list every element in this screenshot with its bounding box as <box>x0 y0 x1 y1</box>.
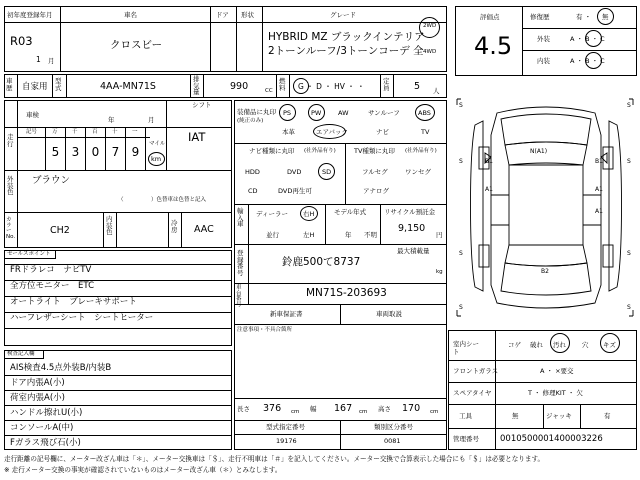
spare-value: T ・ 修理KIT ・ 欠 <box>528 389 583 397</box>
nav-item: CD <box>248 187 258 195</box>
damage-label: N(A1) <box>530 148 548 155</box>
interior-options: A ・ B ・ C <box>570 57 605 65</box>
grade-line2: 2トーンルーフ/3トーンコーデ 全 <box>268 45 424 57</box>
type-spec-label: 型式指定番号 <box>266 423 305 431</box>
first-reg-value: R03 <box>10 34 33 48</box>
tools-label: 工具 <box>459 412 472 420</box>
room-label: 室内シート <box>453 340 479 357</box>
inspector-label: 検査記入欄 <box>7 351 35 357</box>
name-value: クロスビー <box>110 39 163 51</box>
name-label: 車名 <box>124 11 137 19</box>
damage-label: B1 <box>485 158 493 165</box>
side-marker: S <box>459 158 463 165</box>
inspector-line: ハンドル擦れU(小) <box>10 408 83 418</box>
capacity-label: 定員 <box>383 77 390 92</box>
notes-label: 注意事項・不具合箇所 <box>237 327 293 333</box>
aircon-value: AAC <box>194 224 214 235</box>
length-label: 長さ <box>237 405 250 413</box>
tv-title: TV種類に丸印 <box>354 147 395 155</box>
nav-item: SD <box>322 168 332 176</box>
model-label: 型式 <box>55 77 62 92</box>
tv-item: アナログ <box>363 187 389 195</box>
inspector-line: コンソールA(中) <box>10 423 74 433</box>
inspection-label: 車検 <box>26 111 39 119</box>
max-load-unit: kg <box>436 269 443 275</box>
footnote: ※ 走行メーター交換の事実が確認されていないものはメーター改ざん車（＊）とみなします。 <box>4 466 282 474</box>
jack-value: 有 <box>604 412 611 420</box>
score-label: 評価点 <box>480 13 500 21</box>
inspection-month-label: 月 <box>148 116 155 124</box>
windshield-label: フロントガラス <box>453 367 499 375</box>
drive-4wd: 4WD <box>423 49 437 55</box>
color-value: ブラウン <box>32 175 71 186</box>
side-marker: S <box>627 158 631 165</box>
room-option: キズ <box>603 341 616 349</box>
tv-item: ワンセグ <box>405 168 431 176</box>
mileage-sub-label: 一 <box>132 129 138 135</box>
mgmt-label: 管理番号 <box>453 435 479 443</box>
grade-label: グレード <box>330 11 356 19</box>
plate-label: 車歴 <box>6 77 13 92</box>
width-unit: cm <box>359 409 368 415</box>
jack-label: ジャッキ <box>546 412 572 420</box>
mileage-digit: 5 <box>51 145 60 159</box>
equip-item: サンルーフ <box>368 109 400 117</box>
grade-line1: HYBRID MZ ブラックインテリア <box>268 31 425 43</box>
shift-label: シフト <box>192 101 212 109</box>
handle-right: 右H <box>303 210 315 218</box>
mileage-unit-km: km <box>151 155 162 163</box>
equip-item: PS <box>283 109 292 117</box>
mileage-digit: 7 <box>111 145 120 159</box>
category-value: 0081 <box>384 437 401 445</box>
mgmt-value: 0010500001400003226 <box>500 434 603 444</box>
footnote: 走行距離の記号欄に、メーター改ざん車は「＊」、メーター交換車は「＄」、走行不明車は「＃」を記入してください。メーター交換で合算表示した場合にも「＄」は必要となります。 <box>4 455 545 463</box>
fuel-label: 燃料 <box>279 77 286 92</box>
spare-label: スペアタイヤ <box>453 389 492 397</box>
color-no-value: CH2 <box>50 225 70 236</box>
mileage-sub-label: 十 <box>112 129 118 135</box>
damage-label: B2 <box>541 268 549 275</box>
fuel-options: G ・ D ・ HV ・ ・ <box>298 82 365 91</box>
side-marker: S <box>627 102 631 109</box>
width-label: 幅 <box>310 405 317 413</box>
chassis-label: 車台番号 <box>236 285 242 308</box>
mileage-sub-label: 千 <box>72 129 78 135</box>
tv-item: フルセグ <box>362 168 388 176</box>
repair-selected: 無 <box>602 13 609 21</box>
sales-point-line: オートライト ブレーキサポート <box>10 297 137 307</box>
import-label: 輸入車 <box>237 207 244 228</box>
type-spec-value: 19176 <box>276 437 297 445</box>
tv-sub: (社外品有り) <box>405 148 437 154</box>
equip-item: TV <box>421 128 430 136</box>
plate-value: 自家用 <box>22 82 48 92</box>
damage-label: B1 <box>595 158 603 165</box>
shape-label: 形状 <box>241 11 254 19</box>
inspector-line: AIS検査4.5点外装B/内装B <box>10 363 112 373</box>
first-reg-month: 1 <box>36 55 41 64</box>
height-unit: cm <box>430 409 439 415</box>
interior-selected-circle <box>585 52 602 69</box>
color-change-note: （ ）色替車は色替と記入 <box>118 197 207 203</box>
equipment-title: 装備品に丸印 <box>237 108 276 116</box>
drive-2wd: 2WD <box>423 23 437 29</box>
inspector-line: Fガラス飛び石(小) <box>10 438 81 448</box>
nav-title: ナビ種類に丸印 <box>249 147 295 155</box>
sales-point-label: セールスポイント <box>7 251 51 257</box>
damage-label: A1 <box>485 186 493 193</box>
exterior-options: A ・ B ・ C <box>570 35 605 43</box>
score-value: 4.5 <box>474 32 513 60</box>
door-label: ドア <box>216 11 229 19</box>
repair-label: 修復歴 <box>530 13 550 21</box>
mileage-sub-label: 百 <box>92 129 98 135</box>
model-year-unknown: 不明 <box>364 231 377 239</box>
aircon-label: 冷房 <box>171 219 178 234</box>
side-marker: S <box>459 102 463 109</box>
side-marker: S <box>459 250 463 257</box>
mileage-digit: 9 <box>131 145 140 159</box>
recycle-label: リサイクル預託金 <box>384 208 436 216</box>
sales-point-line: 全方位モニター ETC <box>10 281 95 291</box>
sales-point-line: FRドラレコ ナビTV <box>10 265 92 275</box>
sales-point-line: ハーフレザーシート シートヒーター <box>10 313 154 323</box>
equip-item: 本革 <box>282 128 295 136</box>
length-value: 376 <box>263 403 282 414</box>
room-option: 汚れ <box>553 341 566 349</box>
import-parallel: 並行 <box>266 231 279 239</box>
max-load-label: 最大積載量 <box>397 247 430 255</box>
side-marker: S <box>627 250 631 257</box>
shift-value: IAT <box>188 130 206 144</box>
warranty-label: 新車保証書 <box>270 310 303 318</box>
nav-item: HDD <box>245 168 260 176</box>
reg-no-label: 登録番号 <box>237 249 244 277</box>
first-reg-label: 初年度登録年月 <box>7 11 53 19</box>
displacement-label: 排気量 <box>193 75 200 96</box>
equip-item: ナビ <box>376 128 389 136</box>
equip-item: AW <box>338 109 349 117</box>
nav-item: DVD <box>287 168 302 176</box>
length-unit: cm <box>291 409 300 415</box>
mileage-sub-label: 万 <box>52 129 58 135</box>
height-label: 高さ <box>378 405 391 413</box>
room-option: 穴 <box>582 341 589 349</box>
model-value: 4AA-MN71S <box>100 81 156 92</box>
width-value: 167 <box>334 403 353 414</box>
side-marker: S <box>459 304 463 311</box>
inspection-year-label: 年 <box>108 116 115 124</box>
recycle-value: 9,150 <box>398 223 426 234</box>
mileage-digit: 3 <box>71 145 80 159</box>
damage-label: A1 <box>595 208 603 215</box>
room-option: 破れ <box>530 341 543 349</box>
inspector-line: 荷室内張A(小) <box>10 393 65 403</box>
color-no-label: カラーNo. <box>6 217 16 240</box>
capacity-value: 5 <box>414 81 421 92</box>
interior-color-label: 内装色 <box>106 215 113 236</box>
tools-value: 無 <box>512 412 519 420</box>
mileage-label: 走行 <box>7 133 14 148</box>
room-option: コゲ <box>508 341 521 349</box>
inspector-line: ドア内張A(小) <box>10 378 65 388</box>
side-marker: S <box>627 304 631 311</box>
exterior-selected-circle <box>585 30 602 47</box>
capacity-unit: 人 <box>433 87 440 95</box>
nav-sub: (社外品有り) <box>304 148 336 154</box>
repair-options: 有 ・ <box>576 13 592 21</box>
first-reg-month-unit: 月 <box>48 57 55 65</box>
interior-label: 内装 <box>537 57 550 65</box>
chassis-value: MN71S-203693 <box>306 287 387 299</box>
mileage-sub-label: 記号 <box>26 129 38 135</box>
height-value: 170 <box>402 403 421 414</box>
category-label: 類別区分番号 <box>374 423 413 431</box>
equipment-subtitle: (純正のみ) <box>237 118 264 124</box>
equip-item: エアバック <box>316 128 348 136</box>
windshield-value: A ・ ×要交 <box>540 367 574 375</box>
equip-item: ABS <box>418 109 431 117</box>
displacement-unit: CC <box>265 88 273 94</box>
model-year-label: モデル年式 <box>334 208 367 216</box>
displacement-value: 990 <box>230 81 249 92</box>
reg-no-value: 鈴鹿500て8737 <box>282 256 361 268</box>
nav-item: DVD再生可 <box>278 187 312 195</box>
model-year-year: 年 <box>345 231 352 239</box>
handle-left: 左H <box>303 231 315 239</box>
import-dealer: ディーラー <box>256 210 288 218</box>
color-label: 外装色 <box>7 175 14 196</box>
car-damage-diagram <box>455 95 637 320</box>
manual-label: 車両取説 <box>376 310 402 318</box>
recycle-unit: 円 <box>436 231 443 239</box>
mileage-digit: 0 <box>91 145 100 159</box>
equip-item: PW <box>311 109 322 117</box>
exterior-label: 外装 <box>537 35 550 43</box>
damage-label: A1 <box>595 186 603 193</box>
mileage-unit-mile: マイル <box>149 141 166 147</box>
